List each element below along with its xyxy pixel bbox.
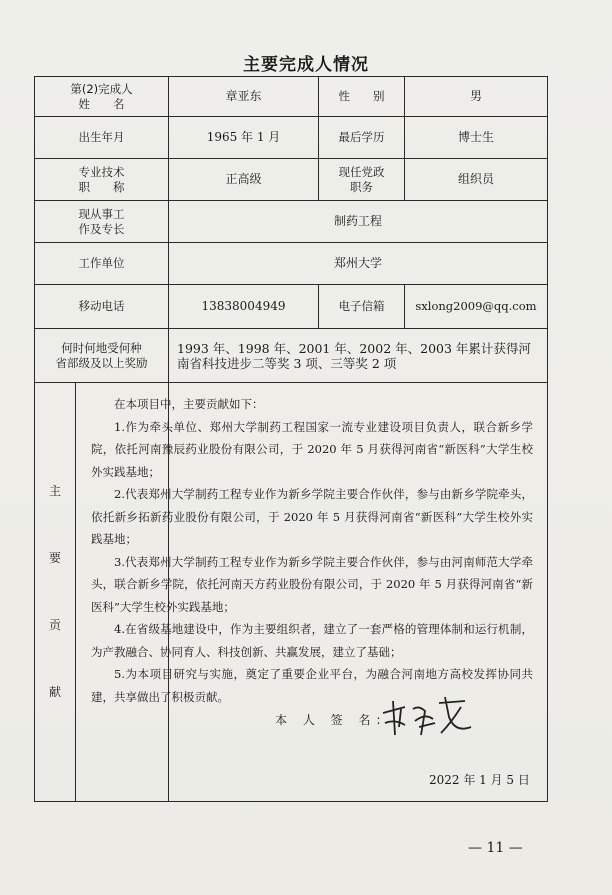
field-label-line1: 现从事工: [78, 206, 125, 221]
birth-value: 1965 年 1 月: [169, 117, 319, 159]
name-value: 章亚东: [169, 77, 319, 117]
tech-title-label-line1: 专业技术: [78, 164, 125, 179]
contribution-label-column: [35, 383, 76, 801]
birth-label: 出生年月: [35, 117, 169, 159]
contribution-label-char: 要: [48, 551, 61, 565]
contribution-text: [75, 383, 547, 708]
field-label: [35, 201, 169, 243]
contribution-item: 3.代表郑州大学制药工程专业作为新乡学院主要合作伙伴，参与由河南师范大学牵头，联合新乡学院，依托河南天方药业股份有限公司，于 2020 年 5 月获得河南省“新医科”大学生校外实践基地；: [91, 554, 533, 614]
unit-value: 郑州大学: [169, 243, 548, 285]
tech-title-value: 正高级: [169, 159, 319, 201]
contribution-item: 4.在省级基地建设中，作为主要组织者，建立了一套严格的管理体制和运行机制，为产教融合、协同育人、科技创新、共赢发展，建立了基础；: [91, 622, 533, 659]
signature-icon: [375, 683, 485, 743]
page-title: 主要完成人情况: [243, 55, 369, 75]
rank-label: 第(2)完成人: [70, 81, 133, 96]
phone-value: 13838004949: [169, 285, 319, 329]
name-label: 姓 名: [78, 96, 125, 111]
table-row: [35, 243, 548, 285]
table-row: [35, 285, 548, 329]
table-row: [35, 383, 548, 802]
field-label-line2: 作及专长: [78, 221, 125, 236]
table-row: [35, 201, 548, 243]
tech-title-label: [35, 159, 169, 201]
table-row: [35, 77, 548, 117]
gender-label: 性 别: [319, 77, 405, 117]
rank-name-label: [35, 77, 169, 117]
handwritten-signature: [375, 683, 485, 747]
party-post-label-line2: 职务: [350, 179, 373, 194]
contribution-body: [91, 383, 548, 802]
awards-label-line1: 何时何地受何种: [61, 340, 142, 355]
awards-label-line2: 省部级及以上奖励: [55, 355, 148, 370]
person-info-table: [34, 76, 548, 802]
gender-value: 男: [405, 77, 548, 117]
awards-label: [35, 329, 169, 383]
contribution-item: 5.为本项目研究与实施，奠定了重要企业平台，为融合河南地方高校发挥协同共建，共享做出了积极贡献。: [91, 667, 533, 704]
table-row: [35, 159, 548, 201]
field-value: 制药工程: [169, 201, 548, 243]
education-label: 最后学历: [319, 117, 405, 159]
email-value: sxlong2009@qq.com: [405, 285, 548, 329]
awards-value: 1993 年、1998 年、2001 年、2002 年、2003 年累计获得河南省科技进步二等奖 3 项、三等奖 2 项: [169, 329, 548, 383]
contribution-label-char: 献: [48, 685, 61, 699]
signature-date: 2022 年 1 月 5 日: [429, 773, 530, 787]
signature-label: 本 人 签 名:: [275, 713, 387, 727]
table-row: [35, 117, 548, 159]
party-post-label: [319, 159, 405, 201]
contribution-label-char: 贡: [48, 618, 61, 632]
unit-label: 工作单位: [35, 243, 169, 285]
party-post-value: 组织员: [405, 159, 548, 201]
education-value: 博士生: [405, 117, 548, 159]
party-post-label-line1: 现任党政: [338, 164, 385, 179]
tech-title-label-line2: 职 称: [78, 179, 125, 194]
page-number: — 11 —: [468, 840, 523, 856]
table-row: [35, 329, 548, 383]
phone-label: 移动电话: [35, 285, 169, 329]
email-label: 电子信箱: [319, 285, 405, 329]
contribution-label-char: 主: [48, 484, 61, 498]
contribution-item: 2.代表郑州大学制药工程专业作为新乡学院主要合作伙伴，参与由新乡学院牵头，依托新乡拓新药业股份有限公司，于 2020 年 5 月获得河南省“新医科”大学生校外实践基地；: [91, 487, 533, 546]
contribution-intro: 在本项目中，主要贡献如下：: [114, 397, 264, 411]
contribution-item: 1.作为牵头单位、郑州大学制药工程国家一流专业建设项目负责人，联合新乡学院，依托河南豫辰药业股份有限公司，于 2020 年 5 月获得河南省“新医科”大学生校外实践基地；: [91, 419, 533, 479]
